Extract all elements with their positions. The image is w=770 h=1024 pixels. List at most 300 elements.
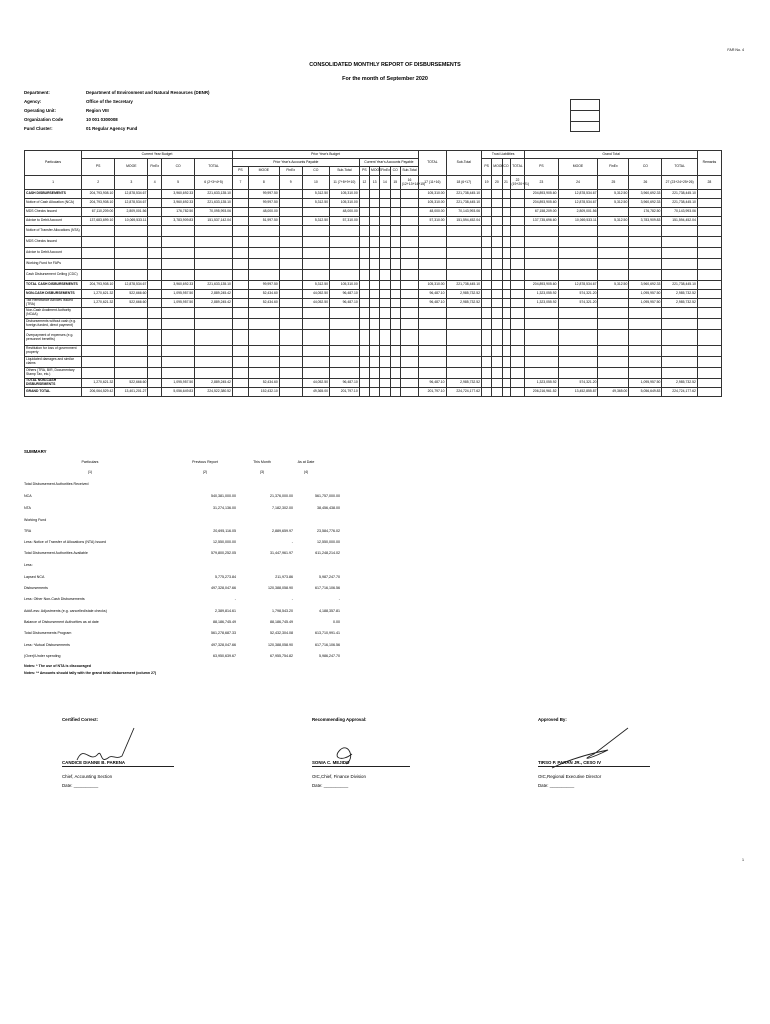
table-cell: 522,666.60	[115, 379, 148, 388]
table-cell: 52,434.60	[248, 379, 279, 388]
table-cell	[419, 308, 446, 319]
table-cell	[330, 270, 360, 281]
table-cell: 221,633,135.10	[195, 190, 233, 199]
signature-line	[538, 766, 650, 767]
table-cell	[697, 199, 721, 208]
table-cell	[162, 330, 195, 346]
table-cell	[390, 319, 400, 330]
table-cell: 96,487.10	[419, 290, 446, 299]
info-value: Office of the Secretary	[86, 99, 133, 104]
row-label: Tax Remittance Advices Issued (TRA)	[25, 299, 82, 308]
table-cell	[370, 308, 380, 319]
summary-heading: SUMMARY	[24, 449, 47, 454]
table-cell: 70,143,993.06	[446, 208, 481, 217]
table-cell	[400, 190, 418, 199]
cy-ps: PS	[82, 159, 115, 176]
table-cell	[492, 281, 502, 290]
table-row	[25, 330, 722, 346]
table-cell: 3,783,909.83	[629, 217, 662, 226]
table-cell	[419, 270, 446, 281]
table-cell	[248, 248, 279, 259]
summary-cell: 2,389,814.61	[215, 609, 236, 613]
table-cell	[400, 199, 418, 208]
table-cell	[302, 259, 329, 270]
table-cell	[481, 281, 491, 290]
table-cell	[697, 208, 721, 217]
pap-ps: PS	[232, 167, 248, 176]
table-cell	[370, 226, 380, 237]
table-cell	[697, 270, 721, 281]
report-title: CONSOLIDATED MONTHLY REPORT OF DISBURSEMENTS	[309, 62, 461, 68]
table-cell	[232, 259, 248, 270]
table-cell	[525, 368, 558, 379]
table-cell: 221,738,445.10	[446, 281, 481, 290]
info-label: Operating Unit:	[24, 108, 56, 113]
table-cell: 5,312.50	[302, 281, 329, 290]
table-cell: 1,323,055.92	[525, 299, 558, 308]
particulars-header: Particulars	[25, 151, 82, 176]
table-cell	[492, 379, 502, 388]
table-cell	[82, 346, 115, 357]
table-cell	[380, 299, 390, 308]
table-cell	[380, 259, 390, 270]
table-cell	[697, 290, 721, 299]
summary-cell: -	[234, 597, 236, 601]
table-cell	[481, 290, 491, 299]
column-number: 5	[162, 176, 195, 190]
row-label: Notice of Transfer Allocations (NTA)	[25, 226, 82, 237]
table-cell	[248, 237, 279, 248]
summary-row-label: Total Disbursements Program	[24, 631, 72, 635]
prior-ap-header: Prior Year's Accounts Payable	[232, 159, 359, 167]
signatory-name: TIRSO P. PARAN JR., CESO IV	[538, 760, 602, 765]
table-cell	[502, 270, 510, 281]
table-cell	[232, 368, 248, 379]
row-label: TOTAL CASH DISBURSEMENTS	[25, 281, 82, 290]
table-cell	[390, 379, 400, 388]
signatory-position: Chief, Accounting Section	[62, 774, 113, 779]
table-cell	[279, 346, 302, 357]
row-label: MDS Checks Issued	[25, 237, 82, 248]
table-cell	[82, 330, 115, 346]
table-cell	[502, 199, 510, 208]
table-cell	[370, 259, 380, 270]
row-label: Advice to Debit Account	[25, 248, 82, 259]
summary-col-number: (1)	[87, 470, 93, 474]
table-cell	[419, 368, 446, 379]
table-cell	[481, 199, 491, 208]
table-cell	[248, 330, 279, 346]
signature-box	[570, 99, 600, 132]
info-label: Fund Cluster:	[24, 126, 53, 131]
table-row	[25, 290, 722, 299]
table-cell	[502, 226, 510, 237]
table-cell	[400, 217, 418, 226]
cy-mooe: MOOE	[115, 159, 148, 176]
table-cell	[510, 319, 525, 330]
table-cell	[492, 368, 502, 379]
gt-total: TOTAL	[662, 159, 697, 176]
table-cell	[370, 346, 380, 357]
table-cell	[697, 259, 721, 270]
table-cell	[492, 319, 502, 330]
table-cell	[400, 357, 418, 368]
column-number: 7	[232, 176, 248, 190]
table-cell: 67,110,209.00	[82, 208, 115, 217]
table-cell	[598, 237, 629, 248]
table-cell	[400, 208, 418, 217]
table-cell	[148, 319, 162, 330]
summary-row-label: Less:	[24, 563, 33, 567]
table-cell	[481, 319, 491, 330]
table-cell	[558, 346, 598, 357]
tl-co: CO	[502, 159, 510, 176]
table-cell: 221,738,445.10	[446, 190, 481, 199]
summary-col-header: This Month	[253, 460, 271, 464]
table-cell	[419, 319, 446, 330]
table-cell: 522,666.60	[115, 299, 148, 308]
table-cell	[629, 226, 662, 237]
table-cell	[492, 190, 502, 199]
table-cell	[195, 346, 233, 357]
table-cell	[359, 290, 369, 299]
table-cell: 3,960,692.33	[162, 281, 195, 290]
summary-cell: 31,274,136.00	[213, 506, 236, 510]
table-row	[25, 319, 722, 330]
table-cell	[492, 330, 502, 346]
column-number: 18 (6+17)	[446, 176, 481, 190]
table-cell: 99,997.50	[248, 199, 279, 208]
pap-co: CO	[302, 167, 329, 176]
table-cell	[232, 319, 248, 330]
table-cell	[115, 226, 148, 237]
table-cell	[195, 368, 233, 379]
table-cell: 52,434.60	[248, 299, 279, 308]
table-cell	[148, 190, 162, 199]
table-cell	[598, 270, 629, 281]
table-cell	[502, 299, 510, 308]
column-number: 2	[82, 176, 115, 190]
summary-cell: 12,550,000.00	[317, 540, 340, 544]
summary-note: Notes: * The use of NTA is discouraged	[24, 664, 91, 668]
table-cell	[232, 388, 248, 397]
table-cell	[162, 308, 195, 319]
table-cell: 221,738,445.10	[662, 199, 697, 208]
signatory-caption: Recommending Approval:	[312, 717, 367, 722]
info-value: 01 Regular Agency Fund	[86, 126, 138, 131]
column-number: 6 (2+3+4+5)	[195, 176, 233, 190]
table-cell	[697, 319, 721, 330]
summary-cell: 579,800,252.05	[211, 551, 236, 555]
table-cell	[697, 308, 721, 319]
summary-cell: 38,456,438.00	[317, 506, 340, 510]
table-cell	[279, 330, 302, 346]
table-cell	[446, 346, 481, 357]
table-cell	[195, 270, 233, 281]
table-cell	[697, 388, 721, 397]
table-cell	[162, 248, 195, 259]
table-cell: 176,782.50	[629, 208, 662, 217]
table-cell: 49,365.00	[302, 388, 329, 397]
table-cell: 152,432.10	[248, 388, 279, 397]
table-cell	[419, 346, 446, 357]
table-cell: 44,052.50	[302, 290, 329, 299]
table-cell	[502, 259, 510, 270]
table-cell: 1,095,957.50	[629, 299, 662, 308]
table-cell	[115, 346, 148, 357]
table-cell	[525, 237, 558, 248]
table-cell	[248, 319, 279, 330]
table-cell: 204,893,905.60	[525, 199, 558, 208]
table-row	[25, 217, 722, 226]
summary-cell: 611,248,214.02	[315, 551, 340, 555]
table-cell	[662, 226, 697, 237]
info-row	[24, 108, 344, 116]
table-cell: 1,270,621.32	[82, 299, 115, 308]
table-cell	[380, 388, 390, 397]
table-cell	[400, 346, 418, 357]
info-row	[24, 126, 344, 134]
column-number: 4	[148, 176, 162, 190]
table-cell	[446, 319, 481, 330]
table-cell	[232, 217, 248, 226]
table-cell	[359, 248, 369, 259]
table-cell	[390, 281, 400, 290]
table-cell	[232, 346, 248, 357]
info-label: Agency:	[24, 99, 42, 104]
table-cell	[502, 237, 510, 248]
table-cell	[82, 259, 115, 270]
summary-cell: 561,278,687.33	[211, 631, 236, 635]
signatory-date: Date: __________	[538, 783, 575, 788]
table-cell	[502, 357, 510, 368]
table-cell	[279, 281, 302, 290]
column-number: 28	[697, 176, 721, 190]
table-cell	[492, 237, 502, 248]
table-cell	[232, 208, 248, 217]
summary-cell: 0.00	[333, 620, 340, 624]
table-cell	[162, 319, 195, 330]
table-row	[25, 270, 722, 281]
summary-cell: 12,550,000.00	[213, 540, 236, 544]
table-cell	[232, 190, 248, 199]
row-label: CASH DISBURSEMENTS	[25, 190, 82, 199]
table-cell: 49,365.00	[598, 388, 629, 397]
table-cell	[82, 368, 115, 379]
table-cell: 2,889,245.42	[195, 290, 233, 299]
row-label: NON-CASH DISBURSEMENTS	[25, 290, 82, 299]
table-cell	[370, 388, 380, 397]
info-value: Department of Environment and Natural Resources (DENR)	[86, 90, 210, 95]
table-cell	[510, 270, 525, 281]
table-cell	[558, 248, 598, 259]
table-cell	[697, 346, 721, 357]
table-cell: 137,735,696.60	[525, 217, 558, 226]
table-cell	[148, 270, 162, 281]
column-number: 1	[25, 176, 82, 190]
table-cell	[148, 290, 162, 299]
table-cell: 1,270,621.32	[82, 290, 115, 299]
table-cell: 1,095,957.50	[162, 299, 195, 308]
table-cell	[510, 368, 525, 379]
table-cell	[162, 226, 195, 237]
table-cell: 51,997.50	[248, 217, 279, 226]
table-cell	[697, 379, 721, 388]
table-cell	[279, 199, 302, 208]
table-cell	[510, 357, 525, 368]
table-cell	[598, 248, 629, 259]
summary-row-label: Add/Less: Adjustments (e.g. cancelled/stale checks)	[24, 609, 107, 613]
table-cell	[359, 270, 369, 281]
summary-cell: 613,710,991.41	[315, 631, 340, 635]
table-cell: 10,069,533.11	[558, 217, 598, 226]
table-cell	[492, 208, 502, 217]
table-cell	[446, 330, 481, 346]
table-cell: 1,095,957.50	[629, 379, 662, 388]
summary-col-header: Particulars	[81, 460, 99, 464]
table-cell	[502, 319, 510, 330]
table-cell	[662, 346, 697, 357]
table-cell: 48,000.00	[330, 208, 360, 217]
table-cell	[492, 199, 502, 208]
table-cell	[390, 290, 400, 299]
table-cell: 105,310.00	[419, 199, 446, 208]
column-number: 17 (11+16)	[419, 176, 446, 190]
table-cell: 5,312.50	[302, 190, 329, 199]
summary-cell: 2,889,659.97	[272, 529, 293, 533]
table-cell	[148, 346, 162, 357]
table-cell	[492, 299, 502, 308]
table-cell	[502, 208, 510, 217]
table-cell: 96,487.10	[419, 299, 446, 308]
table-cell	[359, 368, 369, 379]
table-cell	[162, 237, 195, 248]
table-cell	[330, 226, 360, 237]
current-year-budget-header: Current Year Budget	[82, 151, 233, 159]
column-number: 26	[629, 176, 662, 190]
table-cell	[446, 248, 481, 259]
table-cell	[419, 259, 446, 270]
table-cell: 2,985,732.52	[446, 299, 481, 308]
table-cell	[359, 346, 369, 357]
table-cell	[279, 248, 302, 259]
table-cell: 574,321.20	[558, 290, 598, 299]
table-cell	[662, 270, 697, 281]
table-cell	[302, 270, 329, 281]
column-number: 27 (23+24+25+26)	[662, 176, 697, 190]
table-cell	[82, 319, 115, 330]
table-cell	[359, 217, 369, 226]
summary-cell: 67,955,754.82	[270, 654, 293, 658]
table-cell	[248, 226, 279, 237]
table-cell	[279, 259, 302, 270]
table-cell	[162, 346, 195, 357]
table-cell	[481, 368, 491, 379]
table-cell	[279, 226, 302, 237]
table-cell	[302, 226, 329, 237]
table-cell	[195, 226, 233, 237]
summary-cell: 561,757,000.00	[315, 494, 340, 498]
table-row	[25, 199, 722, 208]
row-label: Restitution for loss of government property	[25, 346, 82, 357]
table-cell	[419, 330, 446, 346]
table-cell	[370, 217, 380, 226]
table-cell	[481, 190, 491, 199]
table-cell	[662, 259, 697, 270]
table-cell: 70,143,993.06	[662, 208, 697, 217]
table-cell	[148, 299, 162, 308]
table-cell: 99,997.50	[248, 281, 279, 290]
table-cell	[232, 199, 248, 208]
table-cell	[390, 270, 400, 281]
table-cell: 1,095,957.50	[162, 290, 195, 299]
table-cell	[400, 308, 418, 319]
table-cell	[380, 226, 390, 237]
table-cell	[302, 308, 329, 319]
table-cell	[359, 308, 369, 319]
table-cell	[502, 388, 510, 397]
summary-cell: 617,716,106.56	[315, 643, 340, 647]
table-cell: 5,312.50	[598, 281, 629, 290]
table-cell: 12,878,534.67	[558, 199, 598, 208]
table-cell: 12,878,534.67	[115, 190, 148, 199]
table-cell	[380, 248, 390, 259]
table-cell	[510, 346, 525, 357]
table-cell	[662, 248, 697, 259]
column-number: 21	[502, 176, 510, 190]
table-cell	[330, 330, 360, 346]
table-cell	[248, 270, 279, 281]
table-cell	[502, 248, 510, 259]
column-number: 23	[525, 176, 558, 190]
summary-note: Notes: ** Amounts should tally with the grand total disbursement (column 27)	[24, 671, 157, 675]
table-cell	[359, 259, 369, 270]
summary-row-label: Working Fund	[24, 518, 47, 522]
table-row	[25, 190, 722, 199]
table-cell	[558, 259, 598, 270]
table-cell	[359, 190, 369, 199]
table-cell	[82, 308, 115, 319]
table-cell	[330, 319, 360, 330]
table-cell	[232, 281, 248, 290]
table-cell	[598, 319, 629, 330]
table-cell	[380, 237, 390, 248]
table-cell	[380, 217, 390, 226]
table-cell	[359, 379, 369, 388]
table-cell	[359, 208, 369, 217]
table-cell: 99,997.50	[248, 190, 279, 199]
table-cell	[492, 259, 502, 270]
table-cell	[481, 299, 491, 308]
table-cell	[629, 237, 662, 248]
table-cell	[232, 237, 248, 248]
table-cell: 204,793,908.10	[82, 281, 115, 290]
gt-fe: FinEx	[598, 159, 629, 176]
table-cell	[279, 299, 302, 308]
summary-cell: 540,381,000.00	[211, 494, 236, 498]
table-cell	[400, 330, 418, 346]
summary-cell: 88,186,745.49	[213, 620, 236, 624]
table-cell	[400, 290, 418, 299]
info-row	[24, 90, 344, 98]
gt-co: CO	[629, 159, 662, 176]
table-row	[25, 259, 722, 270]
column-number: 14	[380, 176, 390, 190]
table-cell	[510, 299, 525, 308]
table-cell: 2,985,732.52	[662, 290, 697, 299]
table-cell	[330, 346, 360, 357]
summary-row-label: Total Disbursement Authorities Available	[24, 551, 88, 555]
